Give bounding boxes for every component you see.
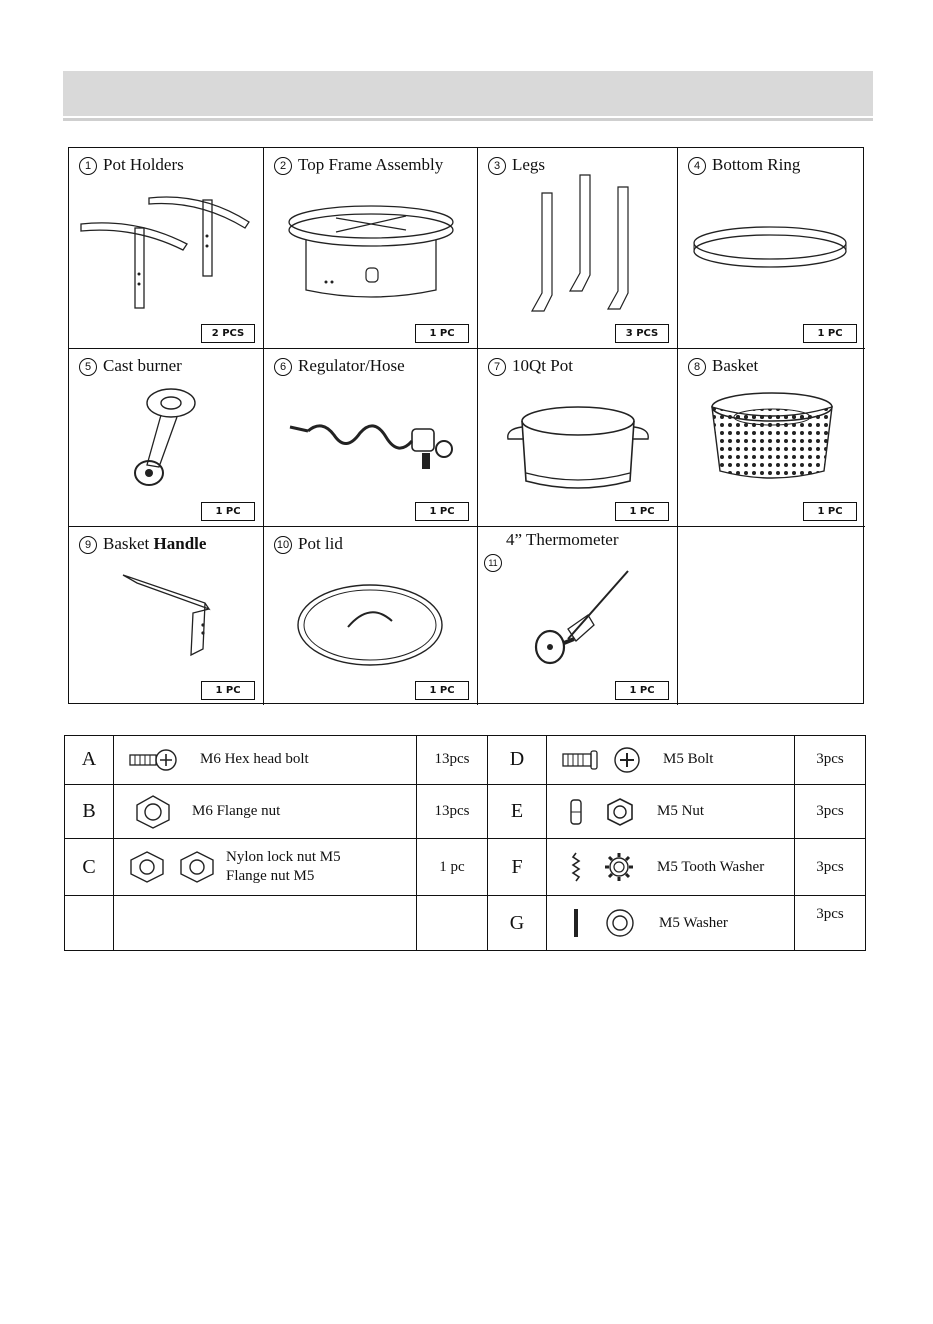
quantity-badge: 1 PC — [803, 324, 857, 343]
hardware-table — [64, 735, 866, 951]
regulator-hose-illustration — [282, 409, 462, 479]
hardware-letter: C — [65, 839, 114, 896]
hardware-letter: B — [65, 784, 114, 839]
bottom-ring-illustration — [690, 223, 850, 283]
hardware-row — [65, 784, 866, 839]
part-cell-basket-handle — [69, 527, 264, 705]
hardware-desc-cell — [114, 736, 417, 785]
part-name: Pot Holders — [103, 155, 184, 174]
hardware-qty: 3pcs — [795, 839, 866, 896]
part-number: 10 — [274, 536, 292, 554]
flange-nut-icon — [132, 793, 174, 831]
part-label — [274, 534, 343, 554]
part-number: 5 — [79, 358, 97, 376]
hardware-letter: E — [488, 784, 547, 839]
pot-holders-illustration — [77, 186, 257, 316]
part-number: 3 — [488, 157, 506, 175]
part-number: 9 — [79, 536, 97, 554]
nylon-lock-nut-icon — [126, 849, 168, 885]
hardware-qty: 3pcs — [795, 784, 866, 839]
pot-illustration — [498, 399, 658, 499]
header-rule — [63, 118, 873, 121]
part-label — [488, 155, 545, 175]
part-name: Top Frame Assembly — [298, 155, 444, 174]
quantity-badge: 1 PC — [415, 502, 469, 521]
part-cell-pot-lid — [264, 527, 478, 705]
part-number: 7 — [488, 358, 506, 376]
thermometer-illustration — [518, 567, 638, 687]
part-label — [274, 155, 443, 175]
hardware-qty: 13pcs — [417, 736, 488, 785]
hardware-desc: M6 Hex head bolt — [200, 751, 309, 768]
part-label — [79, 534, 206, 554]
quantity-badge: 2 PCS — [201, 324, 255, 343]
quantity-badge: 1 PC — [415, 324, 469, 343]
part-number: 8 — [688, 358, 706, 376]
hardware-desc-cell — [547, 839, 795, 896]
part-number: 4 — [688, 157, 706, 175]
part-number: 2 — [274, 157, 292, 175]
hardware-letter: A — [65, 736, 114, 785]
bolt-icon — [561, 749, 601, 771]
part-cell-top-frame — [264, 148, 478, 349]
washer-side-icon — [573, 908, 579, 938]
hardware-qty: 3pcs — [795, 736, 866, 785]
hardware-letter: F — [488, 839, 547, 896]
hardware-letter-empty — [65, 896, 114, 951]
quantity-badge: 1 PC — [803, 502, 857, 521]
hardware-row — [65, 896, 866, 951]
part-name: Legs — [512, 155, 546, 174]
part-cell-basket — [678, 349, 865, 527]
part-cell-thermometer — [478, 527, 678, 705]
hardware-desc-cell — [547, 736, 795, 785]
basket-handle-illustration — [117, 569, 227, 669]
hardware-desc-cell — [547, 896, 795, 951]
hardware-letter: G — [488, 896, 547, 951]
parts-grid — [68, 147, 864, 704]
hardware-desc-cell — [114, 784, 417, 839]
hardware-desc: M6 Flange nut — [192, 803, 281, 820]
part-label — [488, 356, 573, 376]
nut-side-icon — [569, 798, 583, 826]
header-bar — [63, 71, 873, 116]
part-label — [688, 155, 800, 175]
part-cell-legs — [478, 148, 678, 349]
part-number: 6 — [274, 358, 292, 376]
part-number: 11 — [484, 554, 502, 572]
hardware-qty: 1 pc — [417, 839, 488, 896]
tooth-washer-icon — [603, 851, 635, 883]
hardware-desc: M5 Bolt — [663, 751, 714, 768]
part-cell-pot — [478, 349, 678, 527]
part-name-bold: Handle — [153, 534, 207, 553]
hex-bolt-icon — [128, 747, 178, 773]
part-name: Cast burner — [103, 356, 182, 375]
hardware-row — [65, 839, 866, 896]
legs-illustration — [514, 173, 644, 323]
cast-burner-illustration — [125, 385, 215, 495]
hardware-desc-cell — [547, 784, 795, 839]
quantity-badge: 1 PC — [201, 681, 255, 700]
tooth-washer-side-icon — [571, 851, 581, 883]
hardware-desc: M5 Tooth Washer — [657, 858, 765, 875]
hardware-desc-cell-empty — [114, 896, 417, 951]
part-name: 10Qt Pot — [512, 356, 573, 375]
hardware-letter: D — [488, 736, 547, 785]
part-name: Basket — [712, 356, 759, 375]
part-label — [688, 356, 758, 376]
part-label — [79, 356, 182, 376]
part-cell-empty — [678, 527, 865, 705]
part-cell-pot-holders — [69, 148, 264, 349]
part-cell-cast-burner — [69, 349, 264, 527]
hardware-desc-cell — [114, 839, 417, 896]
part-label — [274, 356, 405, 376]
part-cell-bottom-ring — [678, 148, 865, 349]
hex-nut-icon — [605, 797, 635, 827]
part-name: Bottom Ring — [712, 155, 801, 174]
top-frame-illustration — [276, 200, 466, 310]
hardware-desc — [218, 848, 341, 886]
hardware-qty: 13pcs — [417, 784, 488, 839]
hardware-desc-line2: Flange nut M5 — [226, 868, 315, 885]
part-name: Pot lid — [298, 534, 343, 553]
part-name-plain: Basket — [103, 534, 154, 553]
quantity-badge: 1 PC — [415, 681, 469, 700]
hardware-qty: 3pcs — [795, 896, 866, 951]
part-label — [506, 530, 619, 550]
quantity-badge: 1 PC — [615, 681, 669, 700]
washer-icon — [605, 908, 635, 938]
basket-illustration — [702, 389, 842, 489]
flange-nut-m5-icon — [176, 849, 218, 885]
part-number: 1 — [79, 157, 97, 175]
part-name: 4” Thermometer — [506, 530, 619, 549]
hardware-desc: M5 Washer — [659, 914, 728, 931]
quantity-badge: 1 PC — [201, 502, 255, 521]
hardware-desc-line1: Nylon lock nut M5 — [226, 849, 341, 866]
part-name: Regulator/Hose — [298, 356, 405, 375]
part-label — [79, 155, 184, 175]
quantity-badge: 3 PCS — [615, 324, 669, 343]
hardware-desc: M5 Nut — [657, 803, 705, 820]
hardware-row — [65, 736, 866, 785]
part-cell-regulator-hose — [264, 349, 478, 527]
quantity-badge: 1 PC — [615, 502, 669, 521]
phillips-head-icon — [613, 746, 641, 774]
hardware-qty-empty — [417, 896, 488, 951]
pot-lid-illustration — [290, 571, 450, 671]
